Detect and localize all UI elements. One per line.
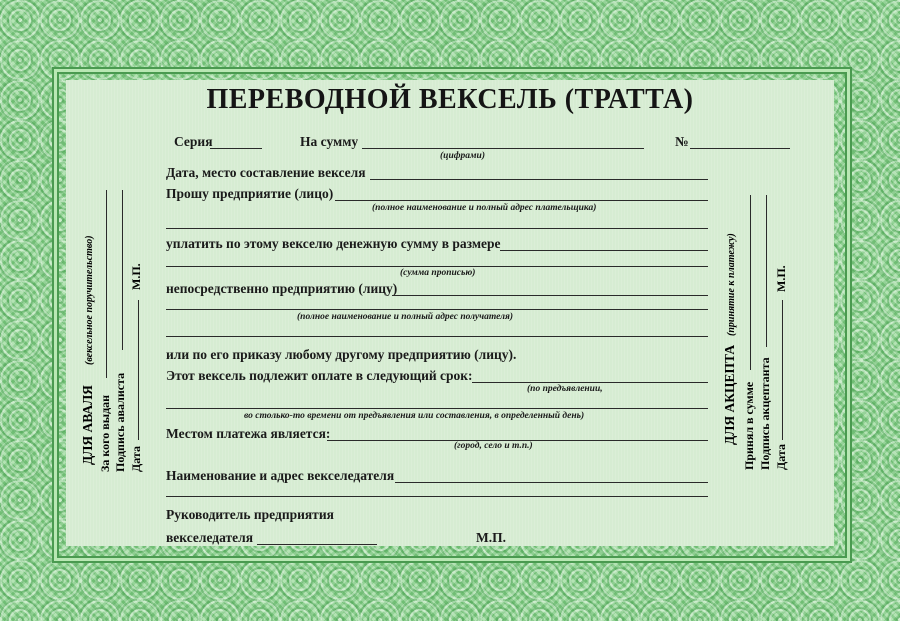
- head-label-1: Руководитель предприятия: [166, 507, 334, 522]
- pay-caption: (сумма прописью): [400, 268, 476, 278]
- date-place-field[interactable]: [370, 179, 708, 180]
- directly-label: непосредственно предприятию (лицу): [166, 281, 398, 296]
- drawer-field[interactable]: [395, 482, 708, 483]
- directly-field[interactable]: [392, 295, 708, 296]
- term-label: Этот вексель подлежит оплате в следующий срок:: [166, 368, 473, 383]
- accept-title: ДЛЯ АКЦЕПТА: [722, 344, 737, 445]
- aval-for-whom-field[interactable]: [106, 190, 107, 378]
- series-field[interactable]: [210, 148, 262, 149]
- pay-field[interactable]: [500, 250, 708, 251]
- aval-signature-field[interactable]: [122, 190, 123, 350]
- pay-label: уплатить по этому векселю денежную сумму в размере: [166, 236, 501, 251]
- request-caption: (полное наименование и полный адрес плательщика): [372, 203, 597, 213]
- payment-place-label: Местом платежа является:: [166, 426, 331, 441]
- pay-field-2[interactable]: [166, 266, 708, 267]
- term-field-2[interactable]: [166, 408, 708, 409]
- drawer-label: Наименование и адрес векселедателя: [166, 468, 395, 483]
- recipient-field[interactable]: [166, 309, 708, 310]
- accept-date-field[interactable]: [782, 300, 783, 440]
- aval-date-label: Дата: [129, 446, 143, 472]
- aval-date-field[interactable]: [138, 300, 139, 440]
- amount-label: На сумму: [300, 134, 359, 149]
- recipient-caption: (полное наименование и полный адрес получателя): [297, 312, 514, 322]
- amount-field[interactable]: [362, 148, 644, 149]
- aval-title: ДЛЯ АВАЛЯ: [80, 385, 95, 465]
- term-field[interactable]: [472, 382, 708, 383]
- number-label: №: [675, 134, 689, 149]
- head-label-2: векселедателя: [166, 530, 253, 545]
- seal-label: М.П.: [476, 530, 506, 545]
- date-place-label: Дата, место составление векселя: [166, 165, 366, 180]
- aval-for-whom-label: За кого выдан: [98, 394, 112, 472]
- term-caption-1: (по предъявлении,: [527, 384, 603, 394]
- request-field-2[interactable]: [166, 228, 708, 229]
- aval-seal-label: М.П.: [129, 263, 143, 290]
- drawer-field-2[interactable]: [166, 496, 708, 497]
- request-field[interactable]: [335, 200, 708, 201]
- aval-note: (вексельное поручительство): [84, 235, 95, 365]
- or-order-text: или по его приказу любому другому предприятию (лицу).: [166, 347, 517, 362]
- request-label: Прошу предприятие (лицо): [166, 186, 334, 201]
- accept-accepted-label: Принял в сумме: [742, 381, 756, 470]
- accept-date-label: Дата: [774, 444, 788, 470]
- recipient-field-2[interactable]: [166, 336, 708, 337]
- series-label: Серия: [174, 134, 213, 149]
- accept-signature-field[interactable]: [766, 195, 767, 347]
- page-title: ПЕРЕВОДНОЙ ВЕКСЕЛЬ (ТРАТТА): [206, 84, 694, 115]
- number-field[interactable]: [690, 148, 790, 149]
- accept-note: (принятие к платежу): [726, 233, 737, 336]
- accept-accepted-field[interactable]: [750, 195, 751, 370]
- accept-signature-label: Подпись акцептанта: [758, 357, 772, 470]
- accept-seal-label: М.П.: [774, 265, 788, 292]
- term-caption-2: во столько-то времени от предъявления или составления, в определенный день): [244, 411, 585, 421]
- amount-caption: (цифрами): [440, 151, 485, 161]
- place-caption: (город, село и т.п.): [454, 441, 533, 451]
- head-signature-field[interactable]: [257, 544, 377, 545]
- aval-signature-label: Подпись авалиста: [113, 372, 127, 472]
